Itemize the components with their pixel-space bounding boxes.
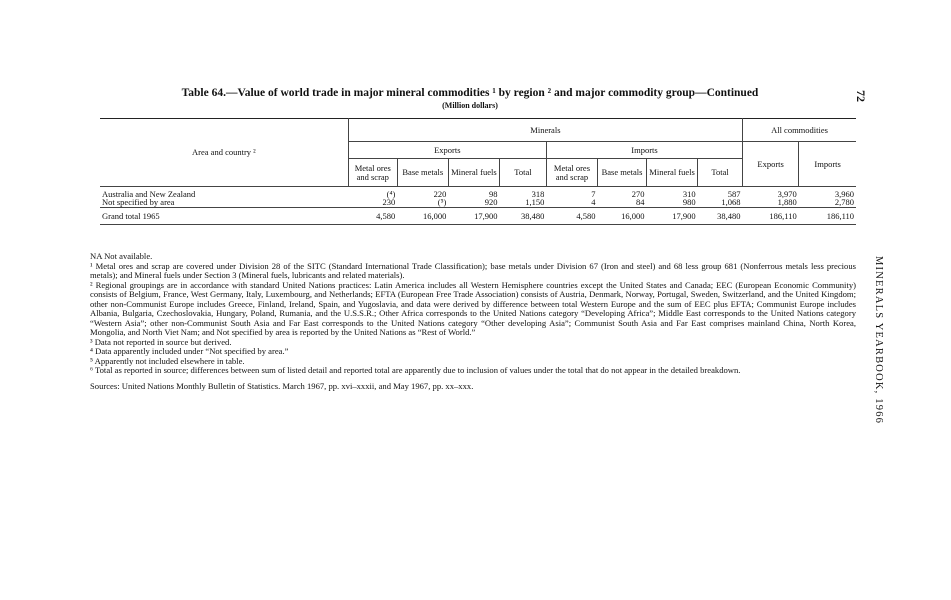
footnotes bbox=[90, 252, 856, 391]
table-subtitle: (Million dollars) bbox=[442, 101, 498, 110]
cell: 84 bbox=[598, 198, 647, 207]
col-imp-base-metals: Base metals bbox=[598, 159, 647, 187]
col-exp-metal-ores: Metal ores and scrap bbox=[348, 159, 397, 187]
cell: 16,000 bbox=[598, 208, 647, 225]
cell: 98 bbox=[488, 188, 498, 199]
cell: 186,110 bbox=[799, 208, 856, 225]
col-imp-mineral-fuels: Mineral fuels bbox=[647, 159, 698, 187]
row-label: Grand total 1965 bbox=[100, 208, 348, 225]
footnote-6: ⁶ Total as reported in source; differences between sum of listed detail and reported total are apparently due to inclusion of values under the total that do not appear in the detailed breakdown. bbox=[90, 365, 741, 375]
cell: 920 bbox=[448, 198, 499, 207]
footnote-3: ³ Data not reported in source but derived. bbox=[90, 336, 232, 347]
cell: 1,068 bbox=[698, 198, 743, 207]
cell: 1,880 bbox=[743, 198, 799, 207]
cell: 3,970 bbox=[777, 188, 797, 199]
cell: 3,960 bbox=[834, 188, 854, 199]
col-all-imports: Imports bbox=[799, 142, 856, 187]
cell: 38,480 bbox=[499, 208, 546, 225]
imports-header: Imports bbox=[546, 142, 742, 159]
col-exp-mineral-fuels: Mineral fuels bbox=[448, 159, 499, 187]
table-row bbox=[100, 190, 856, 199]
all-commodities-header: All commodities bbox=[743, 119, 856, 142]
row-label: Australia and New Zealand bbox=[102, 188, 196, 199]
col-exp-base-metals: Base metals bbox=[397, 159, 448, 187]
table-title: Table 64.—Value of world trade in major mineral commodities ¹ by region ² and major commodity group—Continued bbox=[181, 87, 759, 99]
exports-header: Exports bbox=[348, 142, 546, 159]
running-head: MINERALS YEARBOOK, 1966 bbox=[873, 256, 884, 425]
cell: 4 bbox=[546, 198, 597, 207]
cell: 318 bbox=[531, 188, 545, 199]
trade-table bbox=[100, 118, 856, 225]
area-header: Area and country ² bbox=[100, 119, 348, 187]
col-exp-total: Total bbox=[499, 159, 546, 187]
cell: 270 bbox=[631, 188, 645, 199]
footnote-1: ¹ Metal ores and scrap are covered under Division 28 of the SITC (Standard International Trade Classification); base metals under Division 67 (Iron and steel) and 68 less group 681 (Nonferrous metals less precious metals); and Mineral fuels under Section 3 (Mineral fuels, lubricants and related materials). bbox=[90, 260, 856, 280]
minerals-header: Minerals bbox=[348, 119, 742, 142]
cell: 980 bbox=[647, 198, 698, 207]
cell: 16,000 bbox=[397, 208, 448, 225]
footnote-na: NA Not available. bbox=[90, 251, 153, 261]
cell: 17,900 bbox=[448, 208, 499, 225]
col-all-exports: Exports bbox=[743, 142, 799, 187]
grand-total-row bbox=[100, 208, 856, 225]
page-number: 72 bbox=[854, 90, 868, 102]
cell: 310 bbox=[682, 188, 696, 199]
cell: 38,480 bbox=[698, 208, 743, 225]
cell: 1,150 bbox=[499, 198, 546, 207]
cell: 7 bbox=[591, 188, 596, 199]
cell: (⁴) bbox=[386, 188, 396, 199]
footnote-2: ² Regional groupings are in accordance with standard United Nations practices: Latin America includes all Western Hemisphere countries except the United States and Canada; EEC (European Economic Community) consists of Belgium, France, West Germany, Italy, Luxembourg, and Netherlands; EFTA (European Free Trade Association) consists of Austria, Denmark, Norway, Portugal, Sweden, Switzerland, and the United Kingdom; other non-Communist Europe includes Greece, Finland, Ireland, Spain, and Yugoslavia, and data were derived by difference between total Western Europe and the sum of EEC plus EFTA; Communist Europe includes Albania, Bulgaria, Czechoslovakia, Hungary, Poland, Rumania, and the U.S.S.R.; Other Africa corresponds to the United Nations category “Developing Africa”; Middle East corresponds to the United Nations category “Western Asia”; other non-Communist South Asia and Far East corresponds to the United Nations category “Other developing Asia”; Communist South Asia and Far East comprises mainland China, North Korea, Mongolia, and North Viet Nam; and Not specified by area is reported by the United Nations as “Rest of World.” bbox=[90, 279, 856, 337]
col-imp-metal-ores: Metal ores and scrap bbox=[546, 159, 597, 187]
footnote-5: ⁵ Apparently not included elsewhere in table. bbox=[90, 355, 245, 366]
cell: 587 bbox=[727, 188, 741, 199]
cell: 17,900 bbox=[647, 208, 698, 225]
footnote-4: ⁴ Data apparently included under “Not specified by area.” bbox=[90, 346, 289, 356]
cell: 2,780 bbox=[799, 198, 856, 207]
cell: 186,110 bbox=[743, 208, 799, 225]
cell: (⁵) bbox=[397, 198, 448, 207]
table-row bbox=[100, 198, 856, 207]
cell: 220 bbox=[433, 188, 447, 199]
cell: 4,580 bbox=[546, 208, 597, 225]
row-label: Not specified by area bbox=[100, 198, 348, 207]
sources-note: Sources: United Nations Monthly Bulletin of Statistics. March 1967, pp. xvi–xxxii, and May 1967, pp. xx–xxx. bbox=[90, 380, 474, 391]
col-imp-total: Total bbox=[698, 159, 743, 187]
cell: 230 bbox=[348, 198, 397, 207]
cell: 4,580 bbox=[348, 208, 397, 225]
